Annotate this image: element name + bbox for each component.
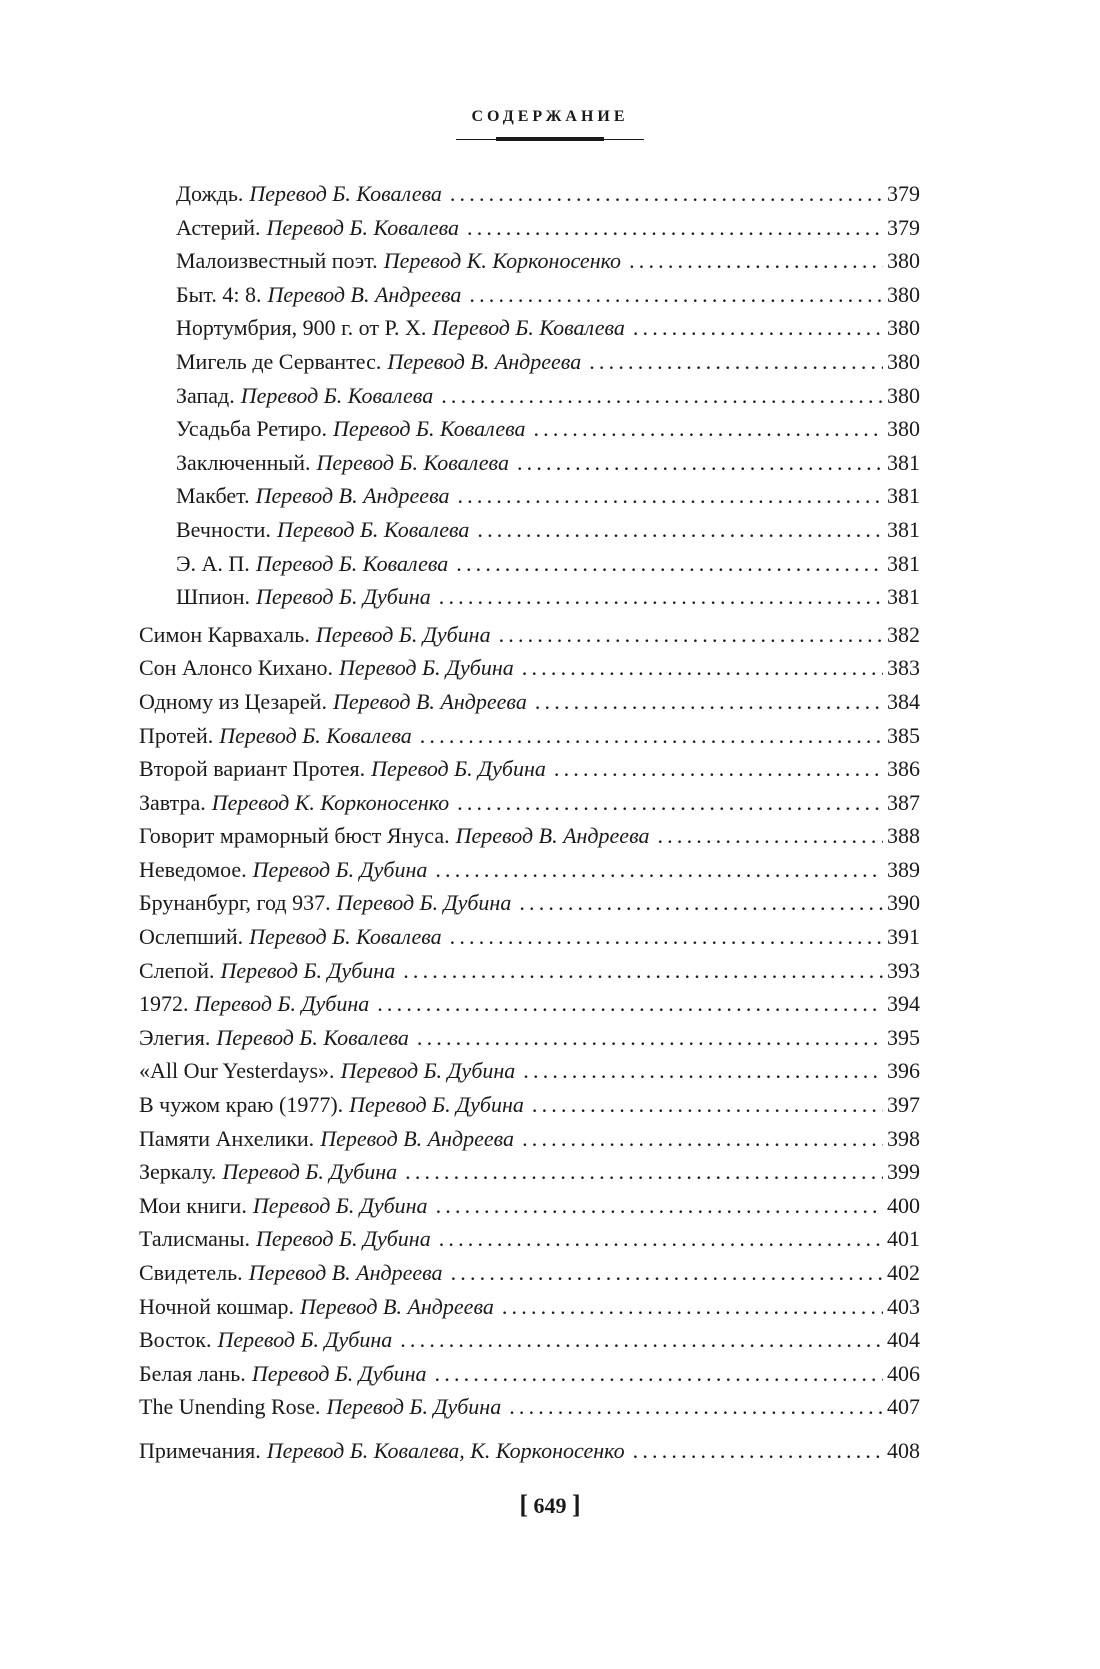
entry-page-number: 406: [887, 1360, 920, 1386]
entry-title: Заключенный.: [176, 449, 311, 475]
entry-page-number: 386: [887, 756, 920, 782]
toc-entry: [139, 379, 920, 413]
dot-leader: [517, 446, 883, 480]
entry-page-number: 380: [887, 315, 920, 341]
entry-title: Астерий.: [176, 214, 261, 240]
toc-entry: [139, 580, 920, 614]
toc-entry: [139, 1323, 920, 1357]
entry-page-number: 388: [887, 823, 920, 849]
toc-entry: [139, 211, 920, 245]
entry-page-number: 401: [887, 1226, 920, 1252]
dot-leader: [657, 819, 883, 853]
entry-translator: Перевод Б. Ковалева: [255, 550, 449, 576]
dot-leader: [467, 211, 883, 245]
entry-page-number: 380: [887, 248, 920, 274]
entry-title: Быт. 4: 8.: [176, 281, 262, 307]
entry-translator: Перевод Б. Дубина: [251, 1360, 427, 1386]
entry-title: Восток.: [139, 1327, 212, 1353]
toc-entry: [139, 954, 920, 988]
entry-title: Памяти Анхелики.: [139, 1125, 315, 1151]
entry-page-number: 381: [887, 449, 920, 475]
toc-entry: [139, 618, 920, 652]
entry-title: Э. А. П.: [176, 550, 250, 576]
entry-translator: Перевод Б. Дубина: [220, 957, 396, 983]
toc-entry: [139, 177, 920, 211]
entry-translator: Перевод В. Андреева: [320, 1125, 515, 1151]
entry-translator: Перевод Б. Дубина: [315, 621, 491, 647]
toc-entry: [139, 819, 920, 853]
dot-leader: [457, 479, 883, 513]
entry-translator: Перевод Б. Ковалева: [432, 315, 625, 341]
page-number-value: 649: [533, 1493, 567, 1518]
entry-page-number: 387: [887, 789, 920, 815]
dot-leader: [509, 1390, 883, 1424]
entry-translator: Перевод В. Андреева: [255, 483, 450, 509]
entry-translator: Перевод Б. Дубина: [217, 1327, 393, 1353]
toc-entry: [139, 244, 920, 278]
entry-title: В чужом краю (1977).: [139, 1092, 344, 1118]
dot-leader: [457, 786, 883, 820]
dot-leader: [403, 954, 883, 988]
entry-title: Неведомое.: [139, 856, 247, 882]
entry-translator: Перевод Б. Ковалева: [249, 181, 442, 206]
entry-title: Ослепший.: [139, 924, 244, 950]
entry-translator: Перевод Б. Ковалева: [276, 516, 470, 542]
dot-leader: [436, 1189, 883, 1223]
toc-entry: [139, 1434, 920, 1468]
entry-page-number: 380: [887, 348, 920, 374]
dot-leader: [533, 412, 883, 446]
entry-translator: Перевод Б. Дубина: [194, 991, 370, 1017]
right-bracket: ]: [572, 1490, 581, 1519]
entry-translator: Перевод Б. Дубина: [222, 1159, 398, 1185]
page-number: [0, 1490, 1100, 1520]
dot-leader: [417, 1021, 883, 1055]
entry-page-number: 381: [887, 550, 920, 576]
dot-leader: [477, 513, 883, 547]
toc-entry: [139, 1390, 920, 1424]
dot-leader: [499, 618, 883, 652]
entry-title: Зеркалу.: [139, 1159, 217, 1185]
entry-page-number: 384: [887, 688, 920, 714]
entry-title: Мигель де Сервантес.: [176, 348, 382, 374]
dot-leader: [522, 1122, 883, 1156]
entry-page-number: 400: [887, 1192, 920, 1218]
entry-translator: Перевод Б. Дубина: [256, 584, 431, 610]
entry-title: Говорит мраморный бюст Януса.: [139, 823, 450, 849]
entry-translator: Перевод Б. Дубина: [255, 1226, 431, 1252]
entry-translator: Перевод В. Андреева: [332, 688, 527, 714]
entry-translator: Перевод В. Андреева: [455, 823, 650, 849]
entry-translator: Перевод Б. Ковалева: [240, 382, 434, 408]
toc-entry: [139, 278, 920, 312]
toc-entry: [139, 479, 920, 513]
entry-translator: Перевод Б. Ковалева: [249, 924, 442, 950]
entry-page-number: 381: [887, 516, 920, 542]
entry-title: Малоизвестный поэт.: [176, 248, 378, 274]
toc-entry: [139, 1088, 920, 1122]
entry-page-number: 396: [887, 1058, 920, 1084]
entry-page-number: 389: [887, 856, 920, 882]
entry-page-number: 408: [887, 1437, 920, 1463]
dot-leader: [435, 1357, 883, 1391]
entry-title: Талисманы.: [139, 1226, 250, 1252]
dot-leader: [405, 1155, 883, 1189]
toc-entry: [139, 1222, 920, 1256]
toc-entry: [139, 719, 920, 753]
entry-title: Одному из Цезарей.: [139, 688, 327, 714]
dot-leader: [523, 1054, 883, 1088]
entry-translator: Перевод В. Андреева: [267, 281, 462, 307]
entry-translator: Перевод Б. Ковалева: [266, 214, 459, 240]
toc-entry: [139, 547, 920, 581]
toc-entry: [139, 1122, 920, 1156]
entry-translator: Перевод Б. Ковалева: [316, 449, 509, 475]
entry-translator: Перевод Б. Ковалева: [219, 722, 412, 748]
toc-entry: [139, 651, 920, 685]
entry-title: 1972.: [139, 991, 189, 1017]
table-of-contents: [139, 177, 920, 1468]
entry-title: Второй вариант Протея.: [139, 756, 366, 782]
toc-entry: [139, 412, 920, 446]
toc-entry: [139, 1290, 920, 1324]
entry-title: Протей.: [139, 722, 214, 748]
entry-page-number: 397: [887, 1092, 920, 1118]
toc-entry: [139, 987, 920, 1021]
entry-page-number: 380: [887, 416, 920, 442]
dot-leader: [400, 1323, 883, 1357]
entry-title: Запад.: [176, 382, 235, 408]
running-header: [0, 108, 1100, 142]
dot-leader: [441, 379, 883, 413]
entry-title: Свидетель.: [139, 1260, 243, 1285]
entry-title: Белая лань.: [139, 1360, 246, 1386]
left-bracket: [: [519, 1490, 528, 1519]
entry-translator: Перевод Б. Дубина: [339, 655, 514, 681]
entry-page-number: 393: [887, 957, 920, 983]
dot-leader: [554, 752, 883, 786]
toc-entry: [139, 752, 920, 786]
entry-translator: Перевод В. Андреева: [387, 348, 582, 374]
toc-entry: [139, 1155, 920, 1189]
entry-title: Мои книги.: [139, 1192, 247, 1218]
toc-entry: [139, 1357, 920, 1391]
entry-title: Макбет.: [176, 483, 250, 509]
toc-entry: [139, 920, 920, 954]
toc-entry: [139, 1054, 920, 1088]
entry-title: Примечания.: [139, 1437, 261, 1463]
toc-entry: [139, 446, 920, 480]
entry-translator: Перевод В. Андреева: [299, 1293, 494, 1319]
entry-translator: Перевод Б. Ковалева, К. Корконосенко: [266, 1437, 625, 1463]
entry-title: Сон Алонсо Кихано.: [139, 655, 334, 681]
entry-title: Нортумбрия, 900 г. от Р. Х.: [176, 315, 427, 341]
dot-leader: [435, 853, 883, 887]
entry-page-number: 381: [887, 584, 920, 610]
header-rule: [456, 136, 644, 142]
dot-leader: [456, 547, 883, 581]
entry-translator: Перевод Б. Ковалева: [333, 416, 526, 442]
entry-translator: Перевод Б. Дубина: [252, 856, 428, 882]
entry-page-number: 403: [887, 1293, 920, 1319]
toc-entry: [139, 1189, 920, 1223]
dot-leader: [532, 1088, 883, 1122]
dot-leader: [420, 719, 883, 753]
entry-page-number: 382: [887, 621, 920, 647]
toc-entry: [139, 1021, 920, 1055]
entry-title: Брунанбург, год 937.: [139, 890, 331, 916]
dot-leader: [519, 886, 883, 920]
dot-leader: [522, 651, 883, 685]
entry-page-number: 402: [887, 1260, 920, 1285]
dot-leader: [450, 920, 883, 954]
entry-page-number: 395: [887, 1024, 920, 1050]
entry-title: «All Our Yesterdays».: [139, 1058, 335, 1084]
toc-entry: [139, 513, 920, 547]
page-title: СОДЕРЖАНИЕ: [471, 108, 629, 125]
entry-translator: Перевод Б. Дубина: [336, 890, 512, 916]
entry-translator: Перевод Б. Дубина: [326, 1394, 502, 1420]
entry-translator: Перевод К. Корконосенко: [211, 789, 450, 815]
dot-leader: [439, 1222, 883, 1256]
entry-translator: Перевод Б. Дубина: [349, 1092, 524, 1118]
entry-page-number: 379: [887, 214, 920, 240]
dot-leader: [535, 685, 883, 719]
entry-title: Ночной кошмар.: [139, 1293, 294, 1319]
toc-entry: [139, 1256, 920, 1290]
entry-translator: Перевод В. Андреева: [248, 1260, 443, 1285]
entry-page-number: 380: [887, 281, 920, 307]
toc-entry: [139, 886, 920, 920]
dot-leader: [439, 580, 883, 614]
entry-page-number: 390: [887, 890, 920, 916]
entry-title: Вечности.: [176, 516, 271, 542]
entry-page-number: 391: [887, 924, 920, 950]
entry-page-number: 385: [887, 722, 920, 748]
entry-translator: Перевод Б. Дубина: [252, 1192, 428, 1218]
toc-entry: [139, 311, 920, 345]
entry-page-number: 380: [887, 382, 920, 408]
entry-title: Завтра.: [139, 789, 206, 815]
dot-leader: [450, 177, 883, 211]
dot-leader: [633, 1434, 883, 1468]
entry-page-number: 379: [887, 181, 920, 206]
entry-page-number: 404: [887, 1327, 920, 1353]
entry-title: The Unending Rose.: [139, 1394, 321, 1420]
entry-translator: Перевод К. Корконосенко: [383, 248, 622, 274]
toc-entry: [139, 853, 920, 887]
toc-entry: [139, 685, 920, 719]
dot-leader: [451, 1256, 883, 1290]
entry-page-number: 394: [887, 991, 920, 1017]
entry-title: Слепой.: [139, 957, 215, 983]
dot-leader: [502, 1290, 883, 1324]
entry-title: Дождь.: [176, 181, 244, 206]
dot-leader: [633, 311, 883, 345]
entry-page-number: 381: [887, 483, 920, 509]
entry-page-number: 407: [887, 1394, 920, 1420]
dot-leader: [469, 278, 883, 312]
entry-translator: Перевод Б. Ковалева: [216, 1024, 409, 1050]
dot-leader: [589, 345, 883, 379]
entry-title: Симон Карвахаль.: [139, 621, 310, 647]
header-rule-thick: [496, 137, 604, 141]
toc-entry: [139, 345, 920, 379]
toc-entry: [139, 786, 920, 820]
entry-title: Элегия.: [139, 1024, 211, 1050]
entry-title: Усадьба Ретиро.: [176, 416, 328, 442]
entry-page-number: 398: [887, 1125, 920, 1151]
dot-leader: [629, 244, 883, 278]
entry-translator: Перевод Б. Дубина: [340, 1058, 516, 1084]
entry-page-number: 399: [887, 1159, 920, 1185]
entry-translator: Перевод Б. Дубина: [371, 756, 546, 782]
dot-leader: [377, 987, 883, 1021]
entry-page-number: 383: [887, 655, 920, 681]
entry-title: Шпион.: [176, 584, 251, 610]
